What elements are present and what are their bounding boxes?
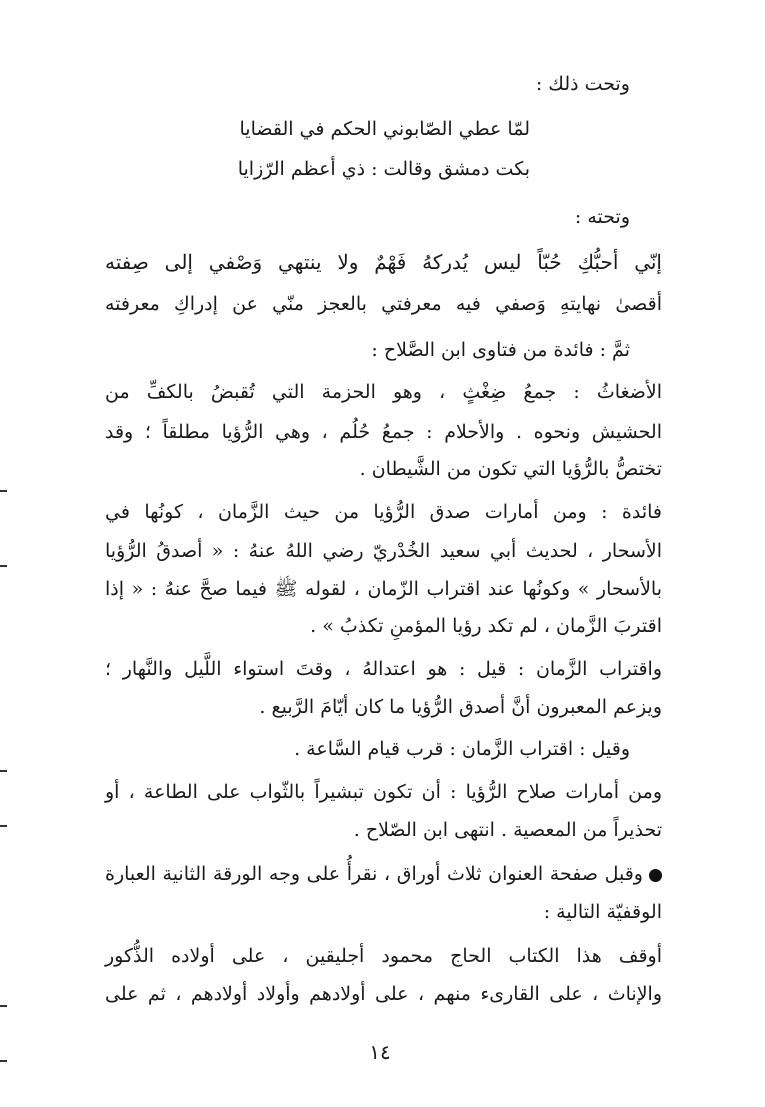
bullet-icon — [649, 869, 662, 882]
para3-line2: ويزعم المعبرون أنَّ أصدق الرُّؤيا ما كان أيّامَ الرَّبيع . — [259, 696, 662, 718]
verse2-line2: أقصىٰ نهايتهِ وَصفي فيه معرفتي بالعجز منّي عن إدراكِ معرفته — [105, 293, 662, 315]
scan-mark — [0, 1060, 7, 1062]
para6-line1 — [105, 860, 662, 888]
para2-line3: بالأسحار » وكونُها عند اقتراب الزّمان ، لقوله ﷺ فيما صحَّ عنهُ : « إذا — [105, 578, 662, 600]
scan-mark — [0, 825, 7, 827]
scan-mark — [0, 1005, 7, 1007]
fatwa-heading: ثمَّ : فائدة من فتاوى ابن الصَّلاح : — [371, 339, 630, 361]
scan-mark — [0, 490, 7, 492]
verse1-line1: لمّا عطي الصّابوني الحكم في القضايا — [239, 118, 530, 140]
verse2-line1: إنّي أحبُّكِ حُبّاً ليس يُدركهُ فَهْمٌ ولا ينتهي وَصْفي إلى صِفته — [105, 250, 662, 274]
para2-line4: اقتربَ الزَّمان ، لم تكد رؤيا المؤمنِ تكذبُ » . — [310, 615, 662, 637]
para3-line1: واقتراب الزَّمان : قيل : هو اعتدالهُ ، وقتَ استواء اللَّيل والنَّهار ؛ — [105, 658, 662, 680]
para5-line1: ومن أمارات صلاح الرُّؤيا : أن تكون تبشيراً بالثّواب على الطاعة ، أو — [105, 781, 662, 803]
para6-line1-text: وقبل صفحة العنوان ثلاث أوراق ، نقرأُ على وجه الورقة الثانية العبارة — [105, 863, 643, 885]
para7-line2: والإناث ، على القارىء منهم ، على أولادهم وأولاد أولادهم ، ثم على — [105, 983, 662, 1005]
para5-line2: تحذيراً من المعصية . انتهى ابن الصّلاح . — [353, 819, 662, 841]
para4-line1: وقيل : اقتراب الزَّمان : قرب قيام السَّاعة . — [294, 738, 630, 760]
scan-mark — [0, 770, 7, 772]
para6-line2: الوقفيّة التالية : — [543, 901, 662, 923]
para7-line1: أوقف هذا الكتاب الحاج محمود أجليقين ، على أولاده الذُّكور — [105, 945, 662, 967]
para1-line2: الحشيش ونحوه . والأحلام : جمعُ حُلُم ، وهي الرُّؤيا مطلقاً ؛ وقد — [105, 421, 662, 443]
scan-mark — [0, 565, 7, 567]
para1-line1: الأضغاثُ : جمعُ ضِغْثٍ ، وهو الحزمة التي تُقبضُ بالكفِّ من — [105, 381, 662, 403]
para2-line2: الأسحار ، لحديث أبي سعيد الخُدْريّ رضي اللهُ عنهُ : « أصدقُ الرُّؤيا — [105, 540, 662, 562]
para1-line3: تختصُّ بالرُّؤيا التي تكون من الشَّيطان . — [359, 458, 662, 480]
heading-under-that: وتحت ذلك : — [535, 73, 630, 95]
verse1-line2: بكت دمشق وقالت : ذي أعظم الرّزايا — [237, 158, 530, 180]
heading-under-it: وتحته : — [574, 206, 630, 228]
para2-line1: فائدة : ومن أمارات صدق الرُّؤيا من حيث الزَّمان ، كونُها في — [105, 501, 662, 523]
page-number: ١٤ — [369, 1040, 391, 1064]
